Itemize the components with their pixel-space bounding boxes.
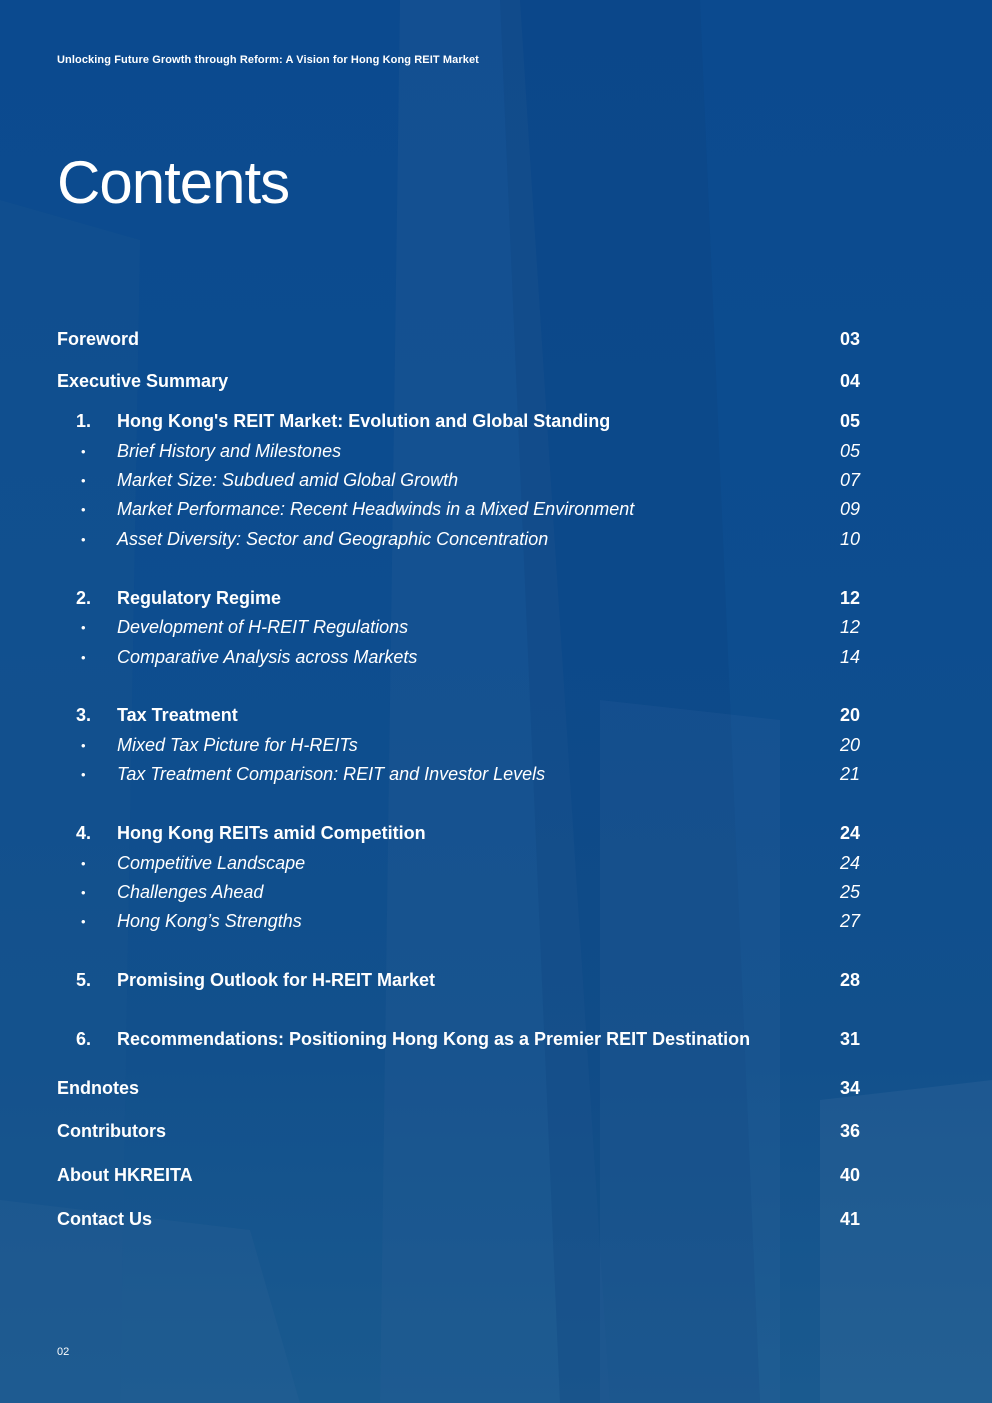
toc-entry-page: 04 xyxy=(839,370,860,391)
subitem-label: Challenges Ahead xyxy=(117,881,264,902)
toc-entry-label: Endnotes xyxy=(57,1077,140,1098)
toc-entry-label: About HKREITA xyxy=(57,1164,193,1185)
document-header: Unlocking Future Growth through Reform: A Vision for Hong Kong REIT Market xyxy=(57,54,479,66)
section-page: 31 xyxy=(839,1028,860,1049)
subitem-label: Brief History and Milestones xyxy=(117,440,342,461)
page-title: Contents xyxy=(57,149,290,216)
toc-subitem[interactable] xyxy=(57,851,860,875)
bullet-icon: • xyxy=(81,766,86,782)
subitem-page: 14 xyxy=(839,646,860,667)
subitem-page: 12 xyxy=(839,616,860,637)
subitem-page: 09 xyxy=(839,498,860,519)
subitem-label: Asset Diversity: Sector and Geographic Concentration xyxy=(117,528,549,549)
toc-entry-endnotes[interactable] xyxy=(57,1076,860,1100)
bullet-icon: • xyxy=(81,855,86,871)
toc-subitem[interactable] xyxy=(57,733,860,757)
toc-entry-foreword[interactable] xyxy=(57,327,860,351)
subitem-label: Tax Treatment Comparison: REIT and Investor Levels xyxy=(117,763,546,784)
section-number: 6. xyxy=(76,1028,92,1049)
toc-section-5[interactable] xyxy=(57,968,860,992)
toc-subitem[interactable] xyxy=(57,909,860,933)
toc-entry-contributors[interactable] xyxy=(57,1119,860,1143)
toc-entry-label: Contact Us xyxy=(57,1208,153,1229)
subitem-label: Mixed Tax Picture for H-REITs xyxy=(117,734,358,755)
toc-section-4[interactable] xyxy=(57,821,860,845)
page-number: 02 xyxy=(57,1346,70,1358)
toc-entry-page: 03 xyxy=(839,328,860,349)
toc-entry-label: Contributors xyxy=(57,1120,166,1141)
subitem-page: 05 xyxy=(839,440,860,461)
subitem-page: 10 xyxy=(839,528,860,549)
toc-entry-page: 41 xyxy=(839,1208,860,1229)
bullet-icon: • xyxy=(81,501,86,517)
bullet-icon: • xyxy=(81,737,86,753)
toc-subitem[interactable] xyxy=(57,762,860,786)
bullet-icon: • xyxy=(81,619,86,635)
toc-subitem[interactable] xyxy=(57,497,860,521)
section-title: Promising Outlook for H-REIT Market xyxy=(117,969,436,990)
section-title: Hong Kong's REIT Market: Evolution and Global Standing xyxy=(117,410,611,431)
toc-entry-label: Executive Summary xyxy=(57,370,229,391)
section-title: Regulatory Regime xyxy=(117,587,282,608)
toc-subitem[interactable] xyxy=(57,645,860,669)
subitem-label: Comparative Analysis across Markets xyxy=(117,646,418,667)
section-number: 1. xyxy=(76,410,92,431)
section-number: 5. xyxy=(76,969,92,990)
toc-entry-label: Foreword xyxy=(57,328,140,349)
section-page: 28 xyxy=(839,969,860,990)
subitem-page: 07 xyxy=(839,469,860,490)
toc-entry-contact[interactable] xyxy=(57,1207,860,1231)
toc-section-6[interactable] xyxy=(57,1027,860,1051)
subitem-page: 20 xyxy=(839,734,860,755)
toc-section-2[interactable] xyxy=(57,586,860,610)
toc-subitem[interactable] xyxy=(57,439,860,463)
toc-section-3[interactable] xyxy=(57,703,860,727)
section-page: 20 xyxy=(839,704,860,725)
toc-subitem[interactable] xyxy=(57,527,860,551)
bullet-icon: • xyxy=(81,443,86,459)
bullet-icon: • xyxy=(81,531,86,547)
section-title: Hong Kong REITs amid Competition xyxy=(117,822,426,843)
toc-section-1[interactable] xyxy=(57,409,860,433)
section-title: Recommendations: Positioning Hong Kong as a Premier REIT Destination xyxy=(117,1028,751,1049)
toc-subitem[interactable] xyxy=(57,468,860,492)
subitem-page: 21 xyxy=(839,763,860,784)
toc-entry-page: 34 xyxy=(839,1077,860,1098)
subitem-label: Competitive Landscape xyxy=(117,852,306,873)
section-title: Tax Treatment xyxy=(117,704,238,725)
toc-entry-page: 36 xyxy=(839,1120,860,1141)
section-page: 24 xyxy=(839,822,860,843)
section-number: 3. xyxy=(76,704,92,725)
subitem-page: 24 xyxy=(839,852,860,873)
section-number: 2. xyxy=(76,587,92,608)
toc-entry-executive-summary[interactable] xyxy=(57,369,860,393)
bullet-icon: • xyxy=(81,884,86,900)
section-number: 4. xyxy=(76,822,92,843)
section-page: 12 xyxy=(839,587,860,608)
subitem-label: Market Performance: Recent Headwinds in a Mixed Environment xyxy=(117,498,635,519)
bullet-icon: • xyxy=(81,472,86,488)
bullet-icon: • xyxy=(81,913,86,929)
toc-subitem[interactable] xyxy=(57,615,860,639)
subitem-page: 27 xyxy=(839,910,860,931)
subitem-page: 25 xyxy=(839,881,860,902)
subitem-label: Hong Kong’s Strengths xyxy=(117,910,302,931)
toc-entry-page: 40 xyxy=(839,1164,860,1185)
section-page: 05 xyxy=(839,410,860,431)
subitem-label: Market Size: Subdued amid Global Growth xyxy=(117,469,459,490)
toc-entry-about[interactable] xyxy=(57,1163,860,1187)
subitem-label: Development of H-REIT Regulations xyxy=(117,616,409,637)
toc-subitem[interactable] xyxy=(57,880,860,904)
bullet-icon: • xyxy=(81,649,86,665)
